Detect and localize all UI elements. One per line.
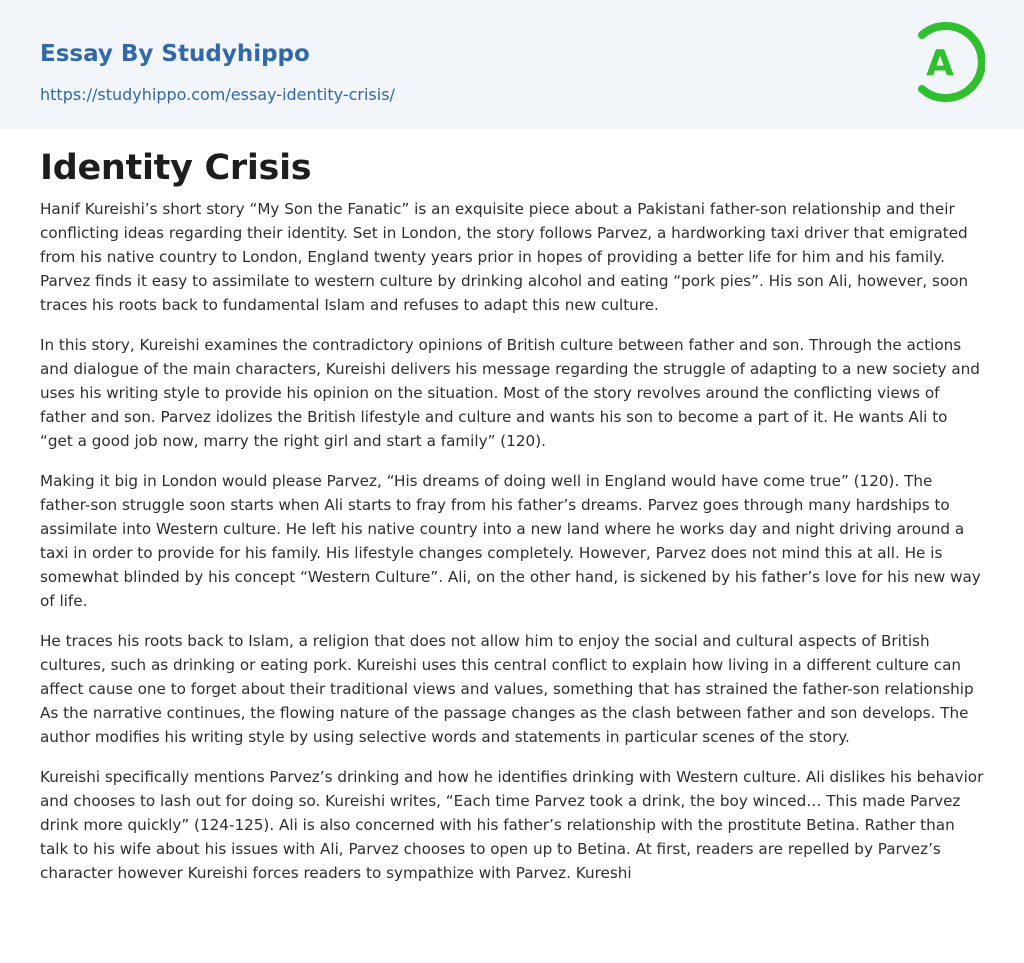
essay-content — [0, 129, 1024, 885]
essay-paragraph: In this story, Kureishi examines the contradictory opinions of British culture between father and son. Through the actions and dialogue of the main characters, Kureishi delivers his message regarding the struggle of adapting to a new society and uses his writing style to provide his opinion on the situation. Most of the story revolves around the conflicting views of father and son. Parvez idolizes the British lifestyle and culture and wants his son to become a part of it. He wants Ali to “get a good job now, marry the right girl and start a family” (120). — [40, 336, 980, 450]
essay-paragraph: Kureishi specifically mentions Parvez’s drinking and how he identifies drinking with Western culture. Ali dislikes his behavior and chooses to lash out for doing so. Kureishi writes, “Each time Parvez took a drink, the boy winced… This made Parvez drink more quickly” (124-125). Ali is also concerned with his father’s relationship with the prostitute Betina. Rather than talk to his wife about his issues with Ali, Parvez chooses to open up to Betina. At first, readers are repelled by Parvez’s character however Kureishi forces readers to sympathize with Parvez. Kureshi — [40, 768, 984, 882]
essay-paragraph: He traces his roots back to Islam, a religion that does not allow him to enjoy the social and cultural aspects of British cultures, such as drinking or eating pork. Kureishi uses this central conflict to explain how living in a different culture can affect cause one to forget about their traditional views and values, something that has strained the father-son relationship As the narrative continues, the flowing nature of the passage changes as the clash between father and son develops. The author modifies his writing style by using selective words and statements in particular scenes of the story. — [40, 632, 974, 746]
essay-title: Identity Crisis — [40, 148, 312, 188]
studyhippo-logo-icon[interactable] — [913, 19, 985, 105]
essay-paragraph: Hanif Kureishi’s short story “My Son the Fanatic” is an exquisite piece about a Pakistani father-son relationship and their conflicting ideas regarding their identity. Set in London, the story follows Parvez, a hardworking taxi driver that emigrated from his native country to London, England twenty years prior in hopes of providing a better life for him and his family. Parvez finds it easy to assimilate to western culture by drinking alcohol and eating “pork pies”. His son Ali, however, soon traces his roots back to fundamental Islam and refuses to adapt this new culture. — [40, 200, 969, 314]
site-header — [0, 0, 1024, 129]
logo-letter: A — [926, 43, 954, 84]
essay-paragraph: Making it big in London would please Parvez, “His dreams of doing well in England would have come true” (120). The father-son struggle soon starts when Ali starts to fray from his father’s dreams. Parvez goes through many hardships to assimilate into Western culture. He left his native country into a new land where he works day and night driving around a taxi in order to provide for his family. His lifestyle changes completely. However, Parvez does not mind this at all. He is somewhat blinded by his concept “Western Culture”. Ali, on the other hand, is sickened by his father’s love for his new way of life. — [40, 472, 981, 610]
brand-title: Essay By Studyhippo — [40, 41, 310, 67]
essay-url-link[interactable]: https://studyhippo.com/essay-identity-crisis/ — [40, 85, 395, 104]
